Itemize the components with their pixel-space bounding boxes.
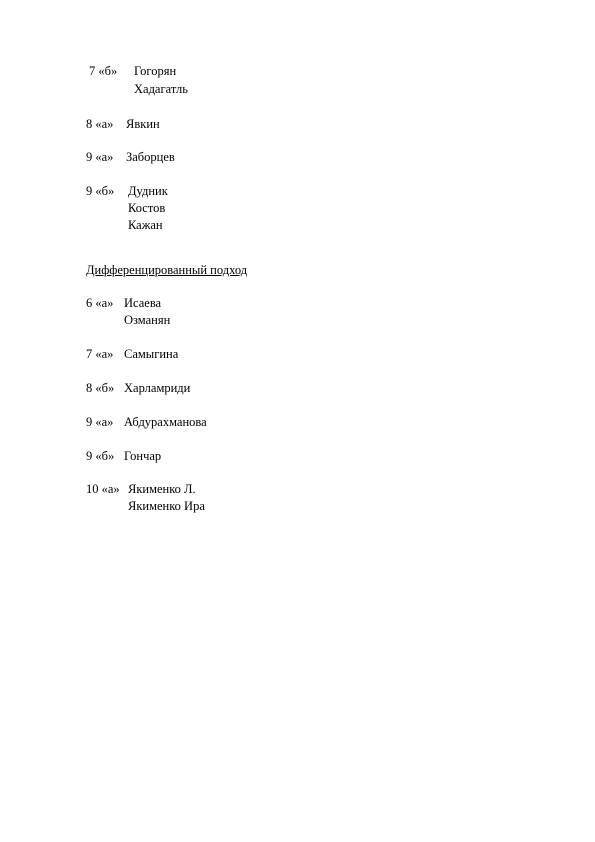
student-name: Гогорян: [134, 64, 177, 78]
student-name: Озманян: [124, 313, 171, 327]
student-name: Кажан: [128, 218, 163, 232]
class-label: 9 «б»: [86, 449, 115, 463]
class-label: 7 «а»: [86, 347, 114, 361]
class-label: 9 «а»: [86, 150, 114, 164]
student-name: Хадагатль: [134, 82, 188, 96]
student-name: Дудник: [128, 184, 168, 198]
section-heading: Дифференцированный подход: [86, 263, 248, 277]
class-label: 8 «а»: [86, 117, 114, 131]
student-name: Гончар: [124, 449, 162, 463]
student-name: Самыгина: [124, 347, 179, 361]
student-name: Якименко Ира: [128, 499, 205, 513]
student-name: Исаева: [124, 296, 162, 310]
student-name: Явкин: [126, 117, 160, 131]
class-label: 9 «а»: [86, 415, 114, 429]
student-name: Абдурахманова: [124, 415, 207, 429]
class-label: 7 «б»: [89, 64, 118, 78]
student-name: Якименко Л.: [128, 482, 196, 496]
class-label: 10 «а»: [86, 482, 120, 496]
class-label: 9 «б»: [86, 184, 115, 198]
class-label: 6 «а»: [86, 296, 114, 310]
class-label: 8 «б»: [86, 381, 115, 395]
student-name: Заборцев: [126, 150, 175, 164]
student-name: Костов: [128, 201, 166, 215]
student-name: Харламриди: [124, 381, 191, 395]
